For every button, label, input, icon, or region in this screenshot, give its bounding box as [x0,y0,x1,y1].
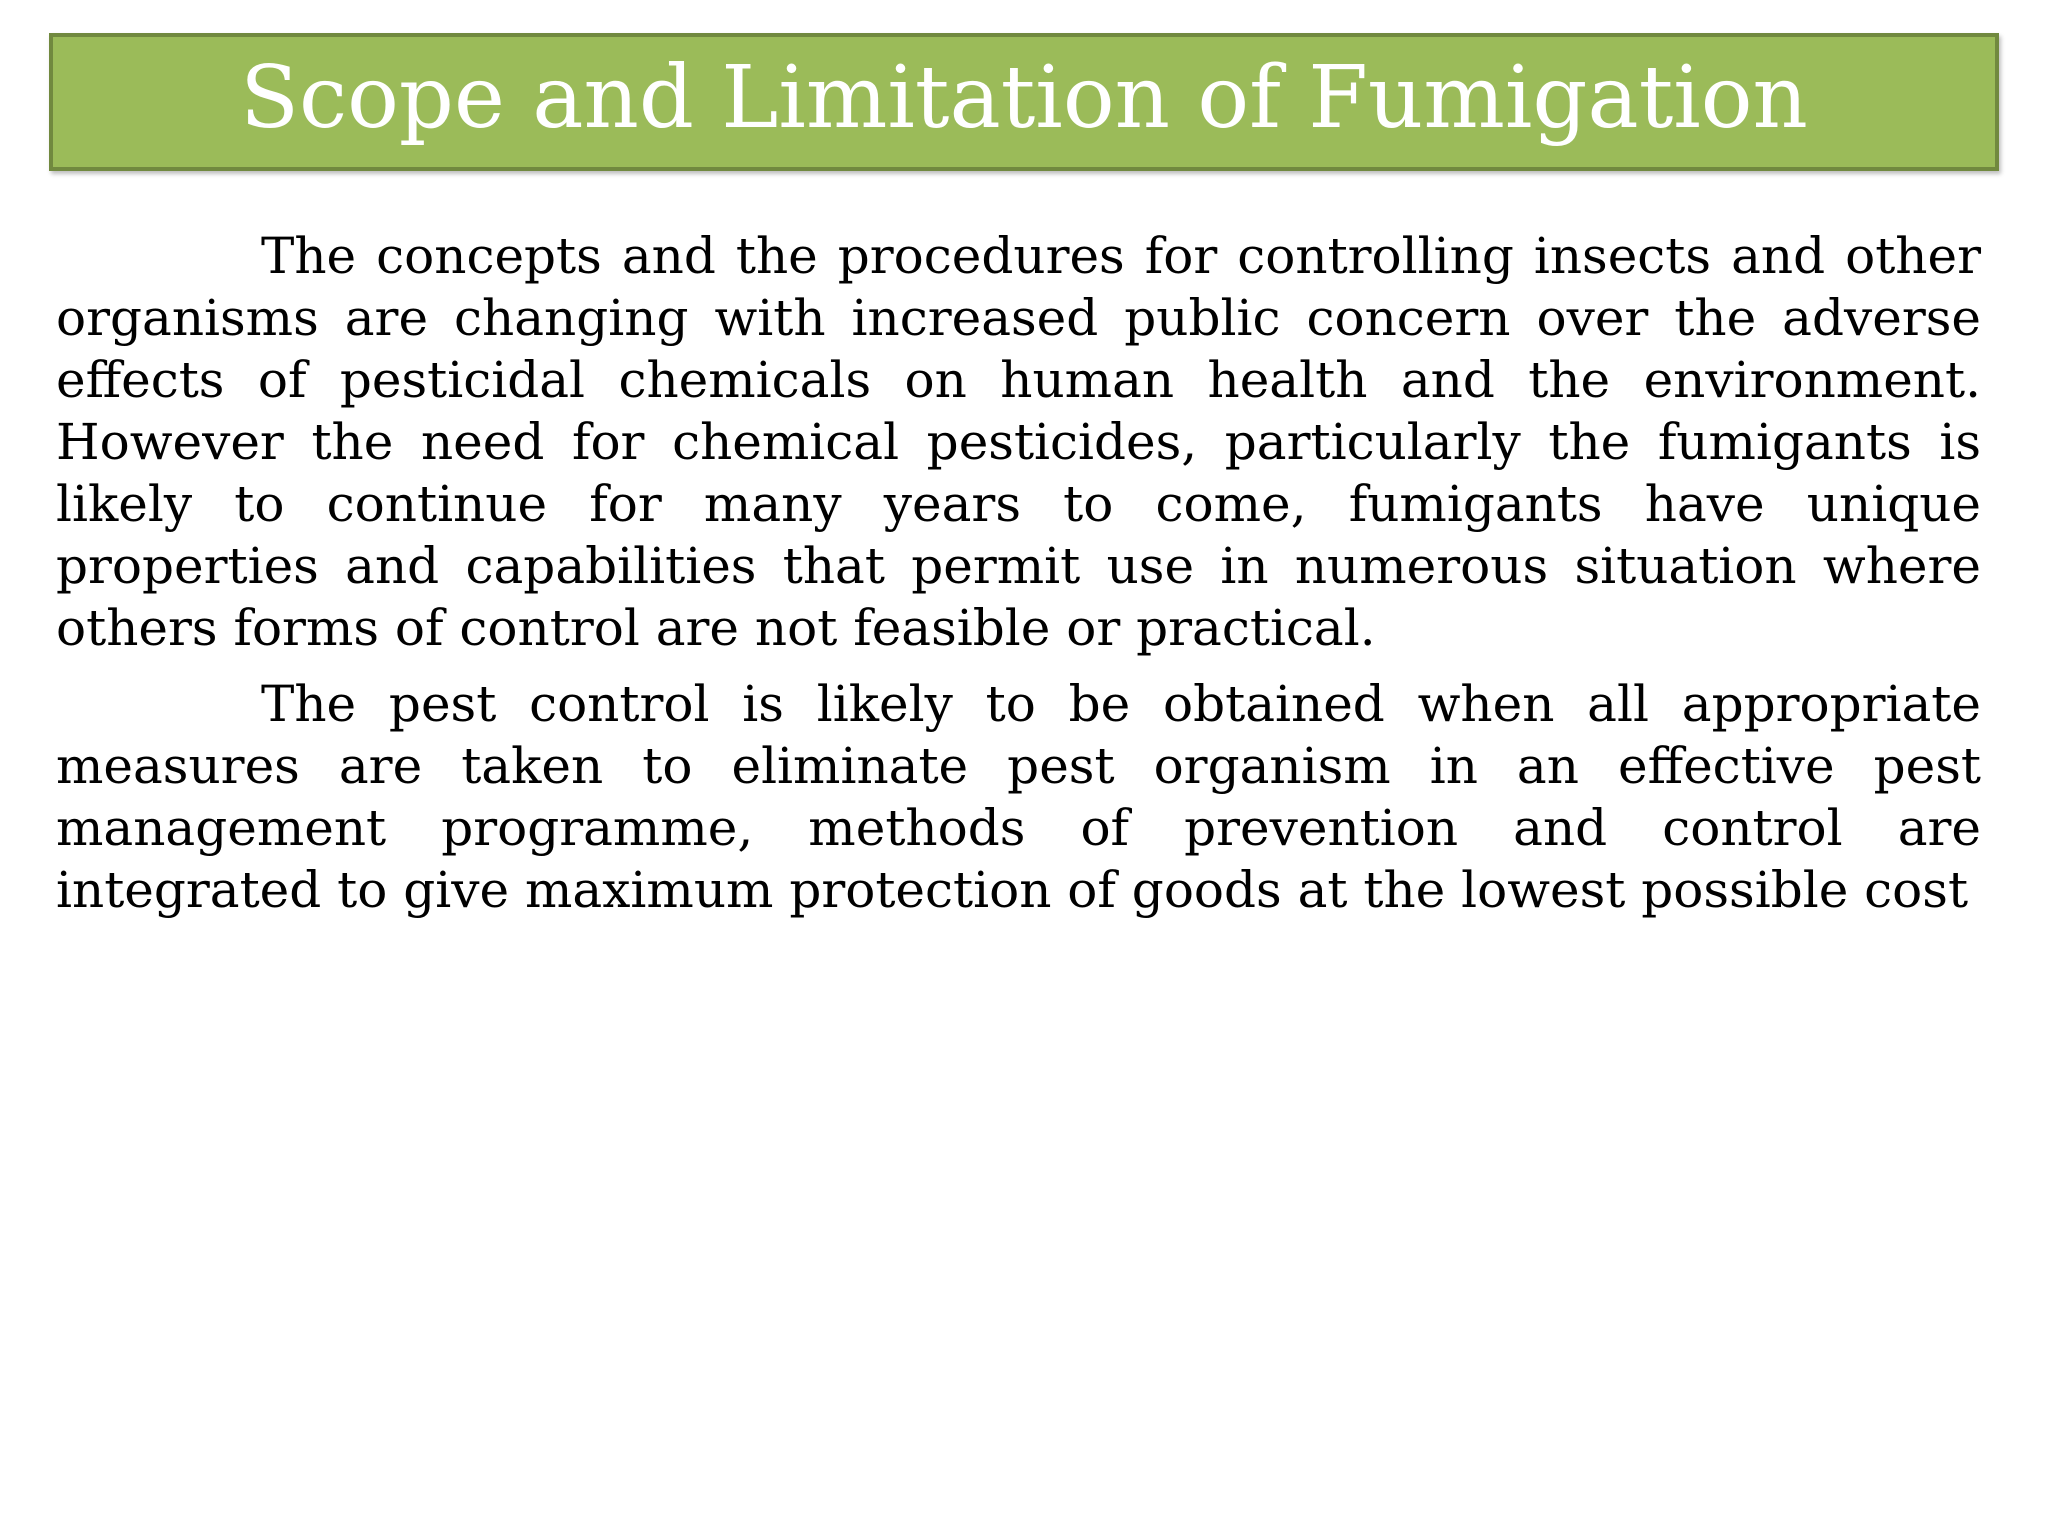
body-paragraph-1: The concepts and the procedures for controlling insects and other organisms are changing with increased public concern over the adverse effects of pesticidal chemicals on human health and the environment. However the need for chemical pesticides, particularly the fumigants is likely to continue for many years to come, fumigants have unique properties and capabilities that permit use in numerous situation where others forms of control are not feasible or practical. [56,227,1981,657]
body-paragraph-2: The pest control is likely to be obtained when all appropriate measures are taken to eliminate pest organism in an effective pest management programme, methods of prevention and control are integrated to give maximum protection of goods at the lowest possible cost [56,675,1981,919]
slide-body [56,225,1981,935]
slide-title: Scope and Limitation of Fumigation [240,48,1808,148]
title-banner [49,33,1999,171]
